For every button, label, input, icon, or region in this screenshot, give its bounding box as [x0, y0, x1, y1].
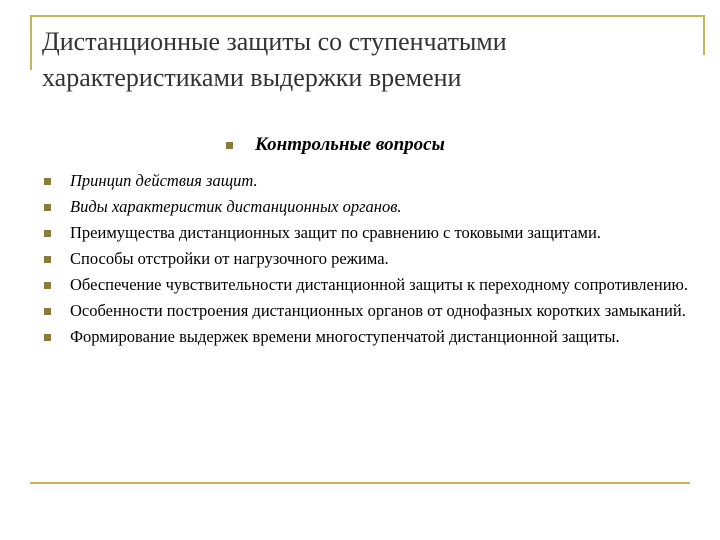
square-bullet-icon: [44, 308, 51, 315]
frame-right-line: [703, 15, 705, 55]
list-item: [44, 220, 694, 246]
list-item-text: Преимущества дистанционных защит по сравнению с токовыми защитами.: [70, 223, 601, 242]
slide-title: [42, 24, 692, 96]
square-bullet-icon: [44, 204, 51, 211]
list-item: [44, 272, 694, 298]
slide-title-line-2: характеристиками выдержки времени: [42, 63, 462, 92]
square-bullet-icon: [44, 282, 51, 289]
question-list: [44, 168, 694, 350]
slide-title-line-1: Дистанционные защиты со ступенчатыми: [42, 27, 507, 56]
square-bullet-icon: [44, 230, 51, 237]
list-item-text: Формирование выдержек времени многоступенчатой дистанционной защиты.: [70, 327, 620, 346]
subheading: [226, 133, 445, 157]
square-bullet-icon: [44, 334, 51, 341]
list-item: [44, 168, 694, 194]
list-item: [44, 246, 694, 272]
list-item: [44, 324, 694, 350]
bottom-rule: [30, 482, 690, 484]
subheading-text: Контрольные вопросы: [255, 134, 445, 155]
list-item-text: Принцип действия защит.: [70, 171, 258, 190]
list-item: [44, 298, 694, 324]
frame-top-line: [30, 15, 705, 17]
list-item-text: Обеспечение чувствительности дистанционной защиты к переходному сопротивлению.: [70, 275, 688, 294]
square-bullet-icon: [44, 256, 51, 263]
list-item: [44, 194, 694, 220]
square-bullet-icon: [226, 142, 233, 149]
list-item-text: Особенности построения дистанционных органов от однофазных коротких замыканий.: [70, 301, 686, 320]
list-item-text: Способы отстройки от нагрузочного режима.: [70, 249, 389, 268]
list-item-text: Виды характеристик дистанционных органов.: [70, 197, 402, 216]
square-bullet-icon: [44, 178, 51, 185]
frame-left-line: [30, 15, 32, 70]
